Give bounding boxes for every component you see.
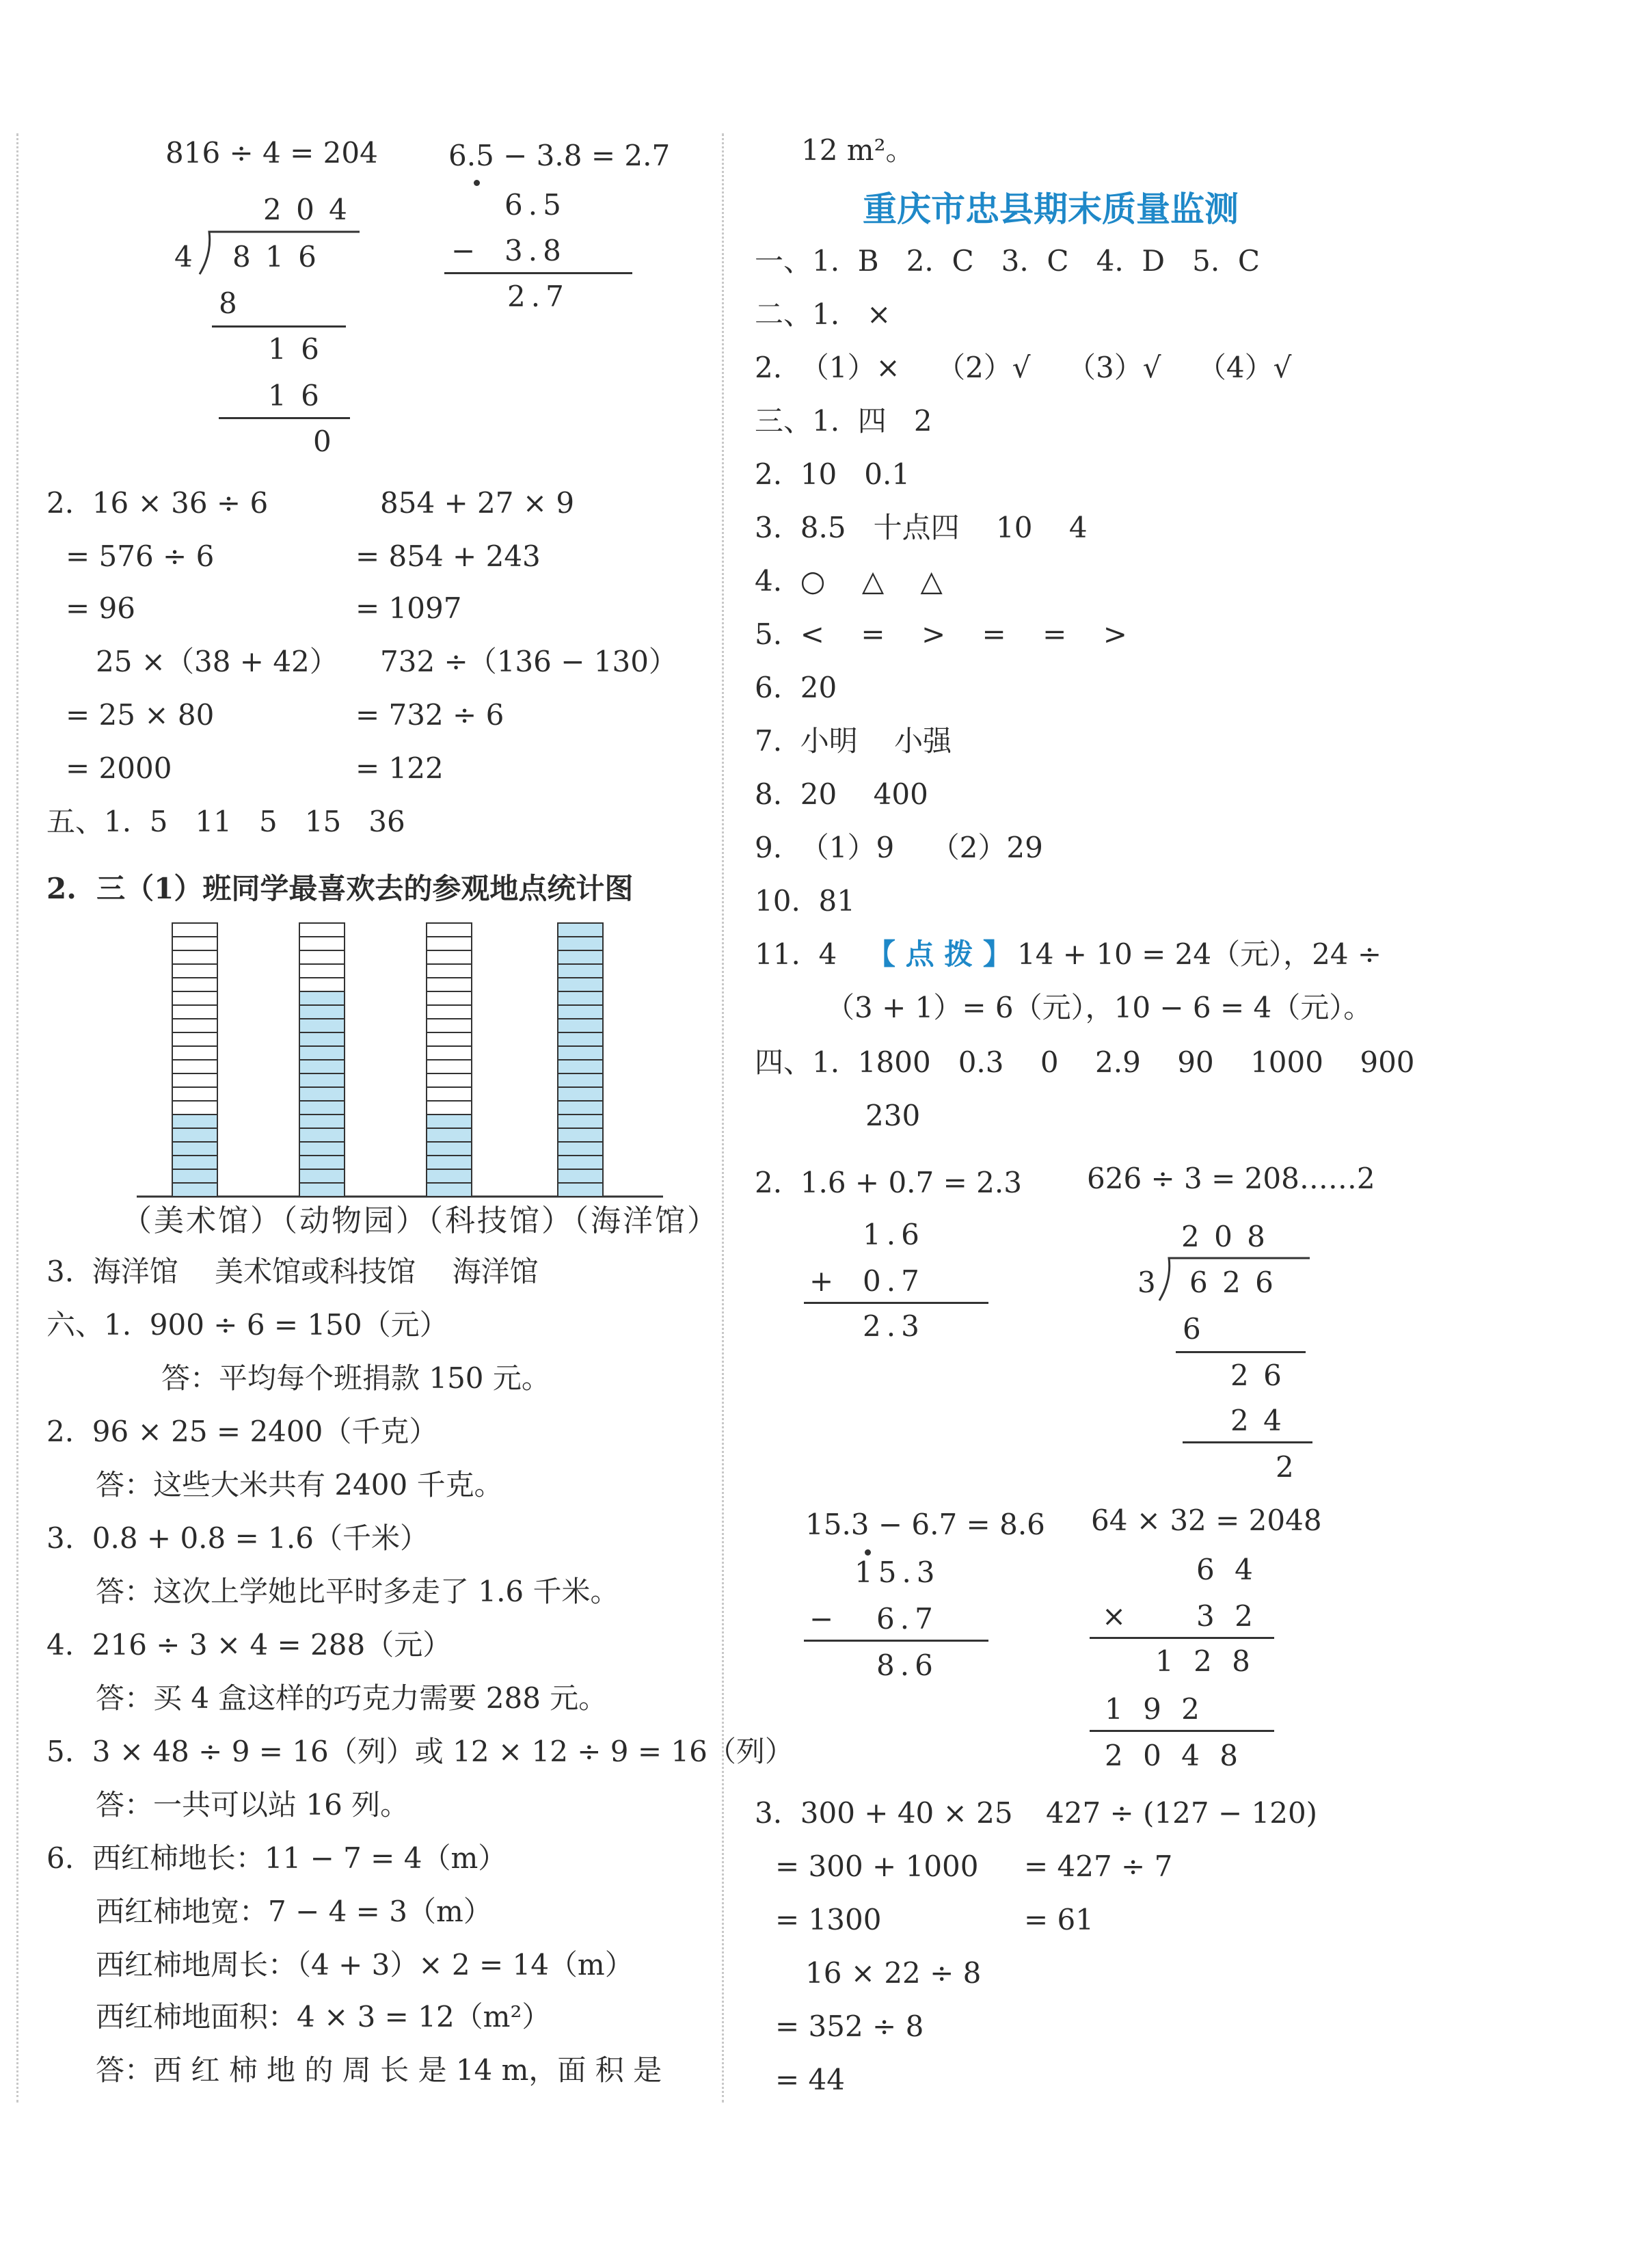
bar-cell-filled (299, 991, 345, 1005)
bar-cell-empty (172, 1046, 217, 1060)
line-2: = 854 + 243 (355, 539, 541, 573)
bar-cell-filled (299, 1087, 345, 1101)
times-sign: × (1102, 1599, 1127, 1633)
q4-answer: 答：买 4 盒这样的巧克力需要 288 元。 (96, 1681, 608, 1715)
bar-科技馆 (427, 923, 472, 1197)
bar-cell-empty (299, 937, 345, 950)
equation: 626 ÷ 3 = 208……2 (1087, 1162, 1375, 1195)
bar-海洋馆 (558, 923, 603, 1197)
q8: 8. 20 400 (755, 777, 928, 811)
bar-cell-filled (558, 937, 603, 950)
bar-cell-empty (172, 1073, 217, 1087)
bar-cell-filled (299, 1169, 345, 1183)
multiplicand: 6 4 (1196, 1553, 1258, 1586)
hint-label: 【 点 拨 】 (867, 937, 1012, 971)
q3: 3. 8.5 十点四 10 4 (755, 511, 1088, 544)
bar-cell-filled (299, 1046, 345, 1060)
bar-cell-filled (558, 1073, 603, 1087)
q2: 2. 96 × 25 = 2400（千克） (46, 1415, 438, 1448)
bar-cell-filled (299, 1019, 345, 1032)
q3: 3. 0.8 + 0.8 = 1.6（千米） (46, 1521, 429, 1555)
q4: 4. ○ △ △ (755, 564, 943, 598)
bar-cell-filled (558, 1019, 603, 1032)
bar-cell-filled (558, 1183, 603, 1197)
bar-cell-empty (172, 1101, 217, 1115)
equation: 6.5 − 3.8 = 2.7 (448, 139, 671, 172)
q6-answer: 答：西 红 柿 地 的 周 长 是 14 m，面 积 是 (96, 2053, 662, 2087)
bar-cell-empty (427, 1005, 472, 1019)
plus-sign: + (809, 1264, 834, 1298)
line-2: = 352 ÷ 8 (775, 2010, 924, 2043)
line-2: = 25 × 80 (66, 698, 215, 732)
partial-product-2: 1 9 2 (1105, 1692, 1205, 1726)
bar-cell-empty (299, 923, 345, 937)
line-1: 427 ÷ (127 − 120) (1046, 1796, 1318, 1830)
q1-answer: 答：平均每个班捐款 150 元。 (161, 1361, 550, 1395)
bar-cell-empty (299, 978, 345, 991)
rule (1090, 1730, 1274, 1732)
bar-cell-empty (427, 1101, 472, 1115)
bar-cell-filled (558, 991, 603, 1005)
quotient: 2 0 4 (263, 193, 350, 226)
line-1: 854 + 27 × 9 (380, 486, 575, 520)
bar-cell-empty (427, 923, 472, 937)
part-2-q1: 二、1. × (755, 297, 891, 331)
bar-cell-empty (172, 1005, 217, 1019)
rule (212, 325, 346, 328)
divisor: 4 (174, 240, 193, 274)
step-2: 2 6 (1230, 1359, 1284, 1392)
remainder: 2 (1276, 1450, 1294, 1484)
partial-product-1: 1 2 8 (1155, 1644, 1256, 1678)
bar-cell-empty (427, 1060, 472, 1073)
equation: 816 ÷ 4 = 204 (165, 136, 378, 170)
bar-cell-filled (558, 1142, 603, 1156)
section-5-q2-title: 2. 三（1）班同学最喜欢去的参观地点统计图 (46, 872, 634, 905)
line-2: = 576 ÷ 6 (66, 539, 215, 573)
step-3: 2 4 (1230, 1404, 1284, 1437)
q6-line-1: 6. 西红柿地长：11 − 7 = 4（m） (46, 1841, 507, 1875)
bar-cell-filled (299, 1101, 345, 1115)
equation: 2. 1.6 + 0.7 = 2.3 (755, 1166, 1022, 1199)
bar-cell-empty (172, 950, 217, 964)
bar-cell-filled (299, 1005, 345, 1019)
q2: 2. 10 0.1 (755, 457, 911, 491)
step-1: 6 (1183, 1312, 1201, 1346)
bar-cell-empty (427, 978, 472, 991)
line-1: 16 × 22 ÷ 8 (805, 1956, 982, 1990)
equation: 15.3 − 6.7 = 8.6 (805, 1508, 1045, 1541)
addend-1: 1.6 (863, 1218, 925, 1251)
line-2: = 732 ÷ 6 (355, 698, 504, 732)
section-title: 重庆市忠县期末质量监测 (863, 189, 1239, 229)
rule (219, 417, 350, 419)
bar-cell-filled (558, 1087, 603, 1101)
bar-cell-empty (172, 964, 217, 978)
difference: 8.6 (876, 1649, 939, 1682)
q7: 7. 小明 小强 (755, 724, 952, 758)
bar-cell-empty (427, 991, 472, 1005)
bar-chart (123, 916, 684, 1203)
bar-cell-filled (299, 1156, 345, 1169)
continued-text: 12 m²。 (801, 133, 915, 167)
line-1: 25 ×（38 + 42） (96, 645, 338, 678)
divisor: 3 (1137, 1266, 1156, 1299)
line-3: = 61 (1024, 1903, 1094, 1936)
bar-cell-empty (172, 937, 217, 950)
bar-动物园 (299, 923, 345, 1197)
left-margin-guide (16, 133, 18, 2103)
difference: 2.7 (507, 280, 569, 313)
bar-cell-filled (558, 1115, 603, 1128)
bar-cell-filled (558, 1005, 603, 1019)
equation: 64 × 32 = 2048 (1091, 1504, 1322, 1537)
q11-hint-1: 14 + 10 = 24（元），24 ÷ (1017, 937, 1382, 971)
bar-cell-empty (427, 1087, 472, 1101)
q9: 9. （1）9 （2）29 (755, 831, 1043, 864)
bar-cell-filled (299, 1142, 345, 1156)
bar-cell-filled (427, 1156, 472, 1169)
q2-answer: 答：这些大米共有 2400 千克。 (96, 1468, 503, 1502)
q3-answer: 答：这次上学她比平时多走了 1.6 千米。 (96, 1575, 619, 1608)
bar-cell-empty (427, 1046, 472, 1060)
borrow-dot (865, 1549, 871, 1556)
minuend: 6.5 (504, 188, 567, 222)
rule (444, 272, 632, 274)
bar-cell-empty (172, 1032, 217, 1046)
bar-cell-empty (427, 937, 472, 950)
remainder: 0 (313, 425, 332, 458)
step-1: 8 (219, 286, 237, 320)
chart-x-labels: （美术馆）（动物园）（科技馆）（海洋馆） (122, 1203, 719, 1238)
step-3: 1 6 (268, 379, 322, 412)
section-5-q1: 五、1. 5 11 5 15 36 (46, 805, 405, 838)
q6: 6. 20 (755, 671, 837, 704)
q11-hint-2: （3 + 1）= 6（元），10 − 6 = 4（元）。 (826, 991, 1373, 1024)
bar-cell-empty (172, 923, 217, 937)
line-1: 732 ÷（136 − 130） (380, 645, 677, 678)
multiplier: 3 2 (1196, 1599, 1258, 1633)
q6-line-3: 西红柿地周长：（4 + 3）× 2 = 14（m） (96, 1948, 634, 1982)
line-3: = 2000 (66, 751, 172, 785)
part-1: 一、1. B 2. C 3. C 4. D 5. C (755, 244, 1261, 278)
q10: 10. 81 (755, 884, 855, 918)
bar-cell-filled (299, 1115, 345, 1128)
bar-cell-empty (427, 964, 472, 978)
q5: 5. 3 × 48 ÷ 9 = 16（列）或 12 × 12 ÷ 9 = 16（列） (46, 1735, 794, 1768)
minus-sign: − (451, 234, 476, 267)
line-2: = 427 ÷ 7 (1024, 1850, 1173, 1883)
q5-answer: 答：一共可以站 16 列。 (96, 1788, 409, 1822)
bar-cell-empty (172, 1060, 217, 1073)
bar-cell-filled (172, 1128, 217, 1142)
q1: 三、1. 四 2 (755, 404, 932, 438)
subtrahend: 3.8 (504, 234, 567, 267)
bar-cell-filled (558, 1156, 603, 1169)
bar-cell-filled (558, 964, 603, 978)
bar-cell-empty (172, 991, 217, 1005)
rule (1090, 1637, 1274, 1639)
bar-cell-filled (558, 950, 603, 964)
bar-cell-filled (427, 1183, 472, 1197)
q1: 六、1. 900 ÷ 6 = 150（元） (46, 1308, 448, 1342)
bar-cell-filled (427, 1142, 472, 1156)
bar-cell-empty (172, 1087, 217, 1101)
minus-sign: − (809, 1602, 834, 1636)
bar-cell-filled (558, 1060, 603, 1073)
bar-cell-filled (558, 1101, 603, 1115)
subtrahend: 6.7 (876, 1602, 939, 1636)
quotient: 2 0 8 (1181, 1220, 1268, 1253)
sum: 2.3 (863, 1309, 925, 1343)
bar-cell-empty (427, 950, 472, 964)
bar-cell-filled (427, 1115, 472, 1128)
bar-cell-filled (299, 1073, 345, 1087)
part-4-q1-cont: 230 (865, 1099, 921, 1132)
product: 2 0 4 8 (1105, 1739, 1243, 1772)
bar-cell-empty (427, 1073, 472, 1087)
bar-cell-filled (558, 1128, 603, 1142)
line-2: = 300 + 1000 (775, 1850, 979, 1883)
step-2: 1 6 (268, 332, 322, 366)
bar-cell-filled (558, 923, 603, 937)
bar-cell-filled (558, 1169, 603, 1183)
bar-cell-empty (172, 978, 217, 991)
bar-cell-filled (172, 1142, 217, 1156)
bar-cell-filled (558, 1046, 603, 1060)
line-3: = 122 (355, 751, 444, 785)
q11-answer: 11. 4 (755, 937, 837, 971)
bar-cell-filled (172, 1169, 217, 1183)
q5: 5. < = > = = > (755, 617, 1127, 651)
addend-2: 0.7 (863, 1264, 925, 1298)
line-3: = 44 (775, 2063, 845, 2096)
bar-cell-filled (299, 1060, 345, 1073)
minuend: 15.3 (854, 1556, 941, 1589)
bar-cell-filled (172, 1115, 217, 1128)
q6-line-4: 西红柿地面积：4 × 3 = 12（m²） (96, 2000, 551, 2033)
q6-line-2: 西红柿地宽：7 − 4 = 3（m） (96, 1895, 492, 1928)
q4: 4. 216 ÷ 3 × 4 = 288（元） (46, 1628, 452, 1662)
bar-cell-empty (299, 950, 345, 964)
line-3: = 96 (66, 591, 135, 625)
bar-cell-filled (427, 1169, 472, 1183)
part-2-q2: 2. （1）× （2）√ （3）√ （4）√ (755, 351, 1292, 384)
bar-cell-filled (558, 978, 603, 991)
dividend: 8 1 6 (232, 240, 319, 274)
rule (804, 1302, 988, 1304)
bar-cell-empty (172, 1019, 217, 1032)
line-3: = 1300 (775, 1903, 882, 1936)
bar-cell-empty (427, 1019, 472, 1032)
bar-cell-filled (299, 1183, 345, 1197)
bar-cell-empty (299, 964, 345, 978)
bar-cell-filled (558, 1032, 603, 1046)
bar-cell-filled (172, 1156, 217, 1169)
line-3: = 1097 (355, 591, 462, 625)
bar-cell-filled (299, 1032, 345, 1046)
bar-cell-filled (427, 1128, 472, 1142)
part-4-q1: 四、1. 1800 0.3 0 2.9 90 1000 900 (755, 1045, 1415, 1079)
line-1: 3. 300 + 40 × 25 (755, 1796, 1013, 1830)
bar-美术馆 (172, 923, 217, 1197)
section-5-q3: 3. 海洋馆 美术馆或科技馆 海洋馆 (46, 1255, 539, 1288)
line-1: 2. 16 × 36 ÷ 6 (46, 486, 269, 520)
rule (1183, 1441, 1312, 1443)
bar-cell-empty (427, 1032, 472, 1046)
dividend: 6 2 6 (1189, 1266, 1276, 1299)
borrow-dot (474, 180, 480, 186)
rule (1176, 1351, 1306, 1353)
center-divider (722, 133, 724, 2103)
bar-cell-filled (299, 1128, 345, 1142)
bar-cell-filled (172, 1183, 217, 1197)
rule (804, 1640, 988, 1642)
